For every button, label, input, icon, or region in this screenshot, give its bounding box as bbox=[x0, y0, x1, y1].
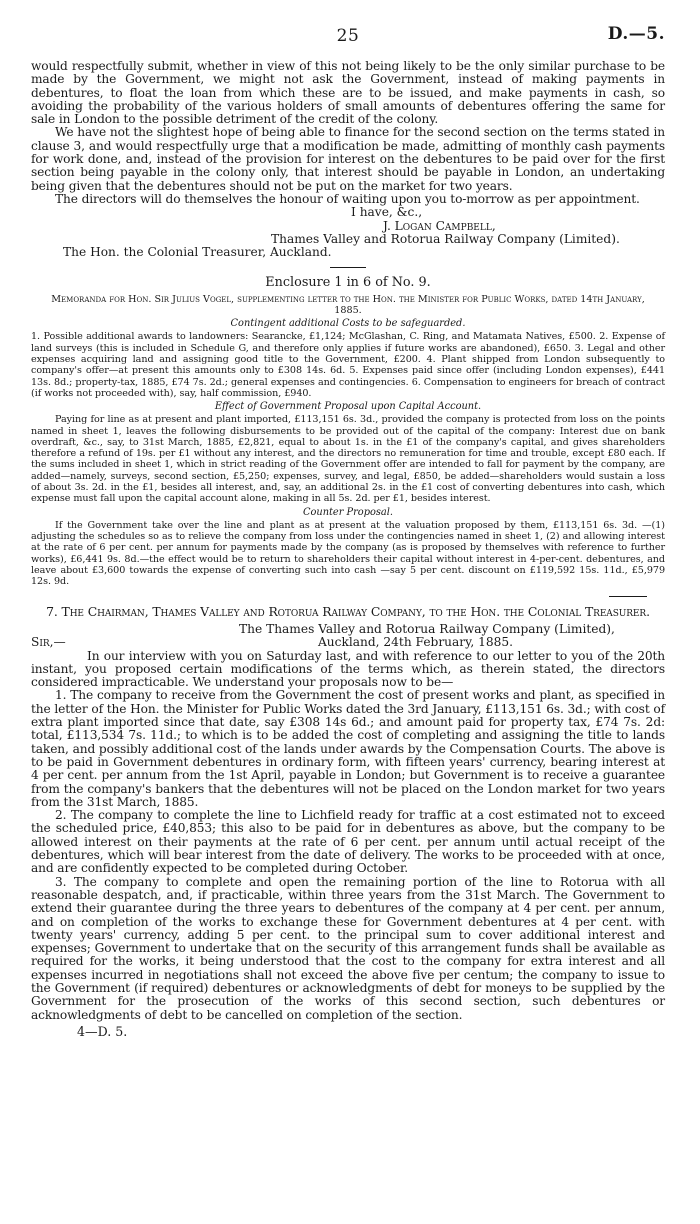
letter-paragraph: 2. The company to complete the line to Lichfield ready for traffic at a cost estimated not to exceed the scheduled price, £40,853; this also to be paid for in debentures as above, but the company to be allowed interest on their payments at the rate of 6 per cent. per annum until actual receipt of the debentures, which will bear interest from the date of delivery. The works to be proceeded with at once, and are confidently expected to be completed during October. bbox=[31, 808, 665, 876]
section-divider bbox=[609, 596, 647, 597]
salutation-line bbox=[31, 636, 665, 649]
letter-paragraph: 3. The company to complete and open the remaining portion of the line to Rotorua with all reasonable despatch, and, if practicable, within three years from the 31st March. The Government to extend their guarantee during the three years to debentures of the company at 4 per cent. per annum, and on completion of the works to exchange these for Government debentures at 4 per cent. with twenty years' currency, adding 5 per cent. to the principal sum to cover additional interest and expenses; Government to undertake that on the security of this arrangement funds shall be available as required for the works, it being understood that the cost to the company for extra interest and all expenses incurred in negotiations shall not exceed the above five per centum; the company to issue to the Government (if required) debentures or acknowledgments of debt for moneys to be supplied by the Government for the prosecution of the works of this second section, such debentures or acknowledgments of debt to be cancelled on completion of the section. bbox=[31, 874, 665, 1022]
signatory-company: Thames Valley and Rotorua Railway Company (Limited). bbox=[271, 231, 620, 246]
signatory-name: J. Logan Campbell, bbox=[383, 218, 496, 233]
closing-phrase: I have, &c., bbox=[351, 205, 423, 220]
document-page bbox=[31, 22, 665, 1039]
page-number: 25 bbox=[336, 26, 360, 46]
sender-address: The Thames Valley and Rotorua Railway Company (Limited), bbox=[239, 621, 615, 636]
place-date: Auckland, 24th February, 1885. bbox=[318, 635, 514, 650]
counter-heading: Counter Proposal. bbox=[302, 506, 393, 518]
signature-mark: 4—D. 5. bbox=[77, 1023, 128, 1039]
addressee: The Hon. the Colonial Treasurer, Auckland. bbox=[63, 245, 332, 260]
letter-paragraph: We have not the slightest hope of being able to finance for the second section on the terms stated in clause 3, and would respectfully urge that a modification be made, admitting of monthly cash payments for work done, and, instead of the provision for interest on the debentures to be paid over for the first section being payable in the colony only, that interest should be payable in London, an undertaking being given that the debentures should not be put on the market for two years. bbox=[31, 125, 665, 193]
costs-text: 1. Possible additional awards to landowners: Searancke, £1,124; McGlashan, C. Ring, and Matamata Natives, £500. 2. Expense of land surveys (this is included in Schedule G, and therefore only applies if future works are abandoned), £650. 3. Legal and other expenses acquiring land and assigning good title to the Government, £200. 4. Plant shipped from London subsequently to company's offer—at present this amounts only to £308 14s. 6d. 5. Expenses paid since offer (including London expenses), £441 13s. 8d.; property-tax, 1885, £74 7s. 2d.; general expenses and contingencies. 6. Compensation to engineers for breach of contract (if works not proceeded with), say, half commission, £940. bbox=[31, 331, 665, 399]
effect-text: Paying for line as at present and plant imported, £113,151 6s. 3d., provided the company is protected from loss on the points named in sheet 1, leaves the following disbursements to be provided out of the capital of the company: Interest due on bank overdraft, &c., say, to 31st March, 1885, £2,821, equal to about 1s. in the £1 of the company's capital, and gives shareholders therefore a refund of 19s. per £1 without any interest, and the directors no remuneration for time and trouble, except £80 each. If the sums included in sheet 1, which in strict reading of the Government offer are intended to fall for payment by the company, are added—namely, surveys, second section, £5,250; expenses, survey, and legal, £850, be added—shareholders would sustain a loss of about 3s. 2d. in the £1, besides all interest, and, say, an additional 2s. in the £1 cost of converting debentures into cash, which expense must fall upon the capital account alone, making in all 5s. 2d. per £1, besides interest. bbox=[31, 414, 665, 505]
effect-heading: Effect of Government Proposal upon Capital Account. bbox=[214, 401, 482, 413]
counter-text: If the Government take over the line and plant as at present at the valuation proposed by them, £113,151 6s. 3d. —(1) adjusting the schedules so as to relieve the company from loss under the contingencies named in sheet 1, (2) and allowing interest at the rate of 6 per cent. per annum for payments made by the company (as is proposed by themselves with reference to further works), £6,441 9s. 8d.—the effect would be to return to shareholders their capital without interest in 4-per-cent. debentures, and leave about £3,600 towards the expense of converting such into cash —say 5 per cent. discount on £119,592 15s. 11d., £5,979 12s. 9d. bbox=[31, 519, 665, 588]
document-body bbox=[31, 60, 665, 1039]
section-divider bbox=[330, 267, 366, 268]
document-id: D.—5. bbox=[607, 24, 665, 44]
salutation: Sir,— bbox=[31, 635, 66, 650]
letter-paragraph: The directors will do themselves the honour of waiting upon you to-morrow as per appointment. bbox=[55, 191, 640, 206]
memoranda-heading: Memoranda for Hon. Sir Julius Vogel, supplementing letter to the Hon. the Minister for Public Works, dated 14th January, 1885. bbox=[51, 294, 645, 317]
page-header bbox=[31, 22, 665, 48]
enclosure-title: Enclosure 1 in 6 of No. 9. bbox=[265, 275, 431, 291]
letter-paragraph: In our interview with you on Saturday last, and with reference to our letter to you of the 20th instant, you proposed certain modifications of the terms which, as therein stated, the directors considered impracticable. We understand your proposals now to be— bbox=[31, 648, 665, 690]
letter-paragraph: would respectfully submit, whether in view of this not being likely to be the only similar purchase to be made by the Government, we might not ask the Government, instead of making payments in debentures, to float the loan from which these are to be issued, and make payments in cash, so avoiding the probability of the various holders of small amounts of debentures offering the same for sale in London to the possible detriment of the credit of the colony. bbox=[31, 59, 665, 127]
letter-heading: 7. The Chairman, Thames Valley and Rotorua Railway Company, to the Hon. the Colonial Treasurer. bbox=[46, 604, 650, 620]
costs-heading: Contingent additional Costs to be safeguarded. bbox=[230, 318, 466, 330]
letter-paragraph: 1. The company to receive from the Government the cost of present works and plant, as specified in the letter of the Hon. the Minister for Public Works dated the 3rd January, £113,151 6s. 3d.; with cost of extra plant imported since that date, say £308 14s 6d.; and amount paid for property tax, £74 7s. 2d: total, £113,534 7s. 11d.; to which is to be added the cost of completing and assigning the title to lands taken, and possibly additional cost of the lands under awards by the Compensation Courts. The above is to be paid in Government debentures in ordinary form, with fifteen years' currency, bearing interest at 4 per cent. per annum from the 1st April, payable in London; but Government is to receive a guarantee from the company's bankers that the debentures will not be placed on the London market for two years from the 31st March, 1885. bbox=[31, 688, 665, 809]
